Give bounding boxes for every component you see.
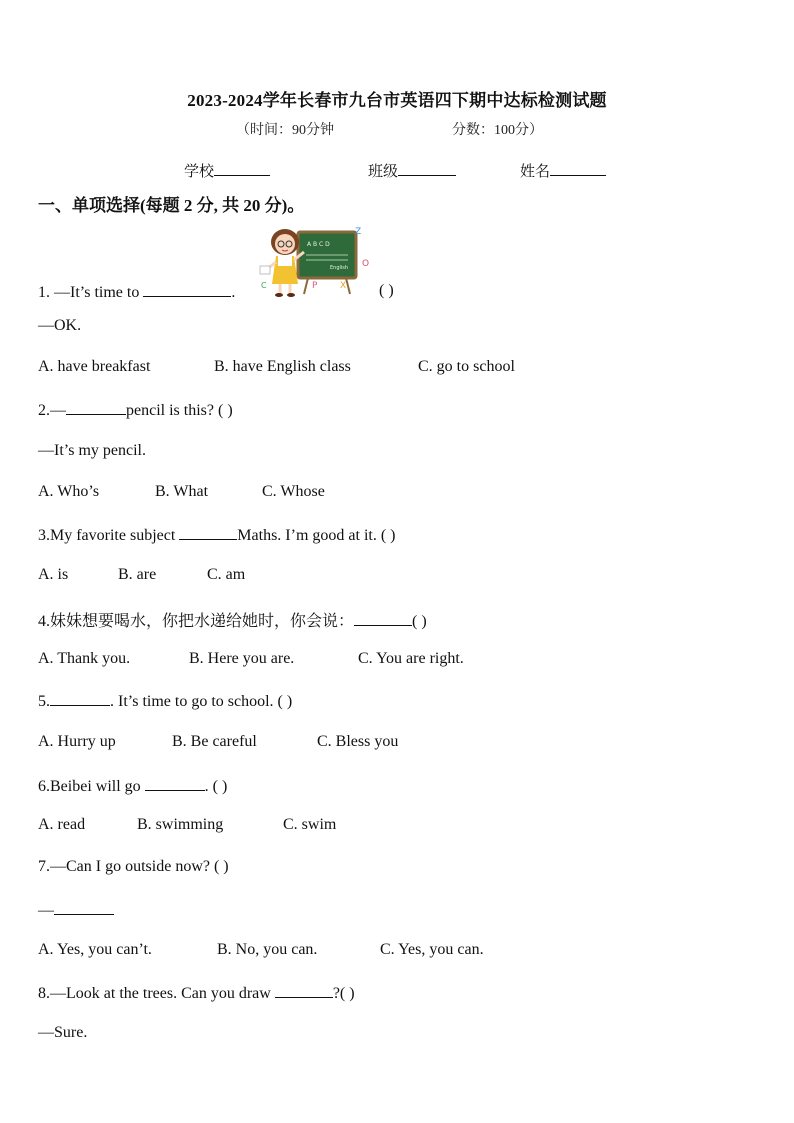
q8-response: —Sure.	[38, 1024, 88, 1041]
exam-time: （时间：90分钟	[236, 123, 334, 138]
question-7: 7.—Can I go outside now? ( )	[38, 858, 229, 875]
letter-o: O	[362, 259, 370, 269]
question-4	[38, 608, 427, 631]
q3-tail: Maths. I’m good at it. ( )	[237, 527, 396, 544]
name-field	[520, 160, 606, 181]
q4-option-b[interactable]: B. Here you are.	[189, 650, 295, 667]
q1-option-b[interactable]: B. have English class	[214, 358, 351, 375]
q2-response: —It’s my pencil.	[38, 442, 146, 459]
q6-option-a[interactable]: A. read	[38, 816, 86, 833]
q3-prompt: 3.My favorite subject	[38, 527, 180, 544]
q2-option-b[interactable]: B. What	[155, 483, 209, 500]
q7-blank[interactable]	[54, 900, 114, 915]
q7-option-c[interactable]: C. Yes, you can.	[380, 941, 484, 958]
q1-response: —OK.	[38, 317, 82, 334]
q3-option-b[interactable]: B. are	[118, 566, 157, 583]
q5-tail: . It’s time to go to school. ( )	[110, 693, 293, 710]
q6-prompt: 6.Beibei will go	[38, 778, 145, 795]
q1-option-c[interactable]: C. go to school	[418, 358, 515, 375]
board-letters: A B C D	[307, 241, 330, 248]
school-blank[interactable]	[214, 161, 270, 176]
q8-tail: ?( )	[332, 985, 355, 1002]
class-label: 班级	[368, 164, 399, 180]
q4-blank[interactable]	[354, 611, 412, 626]
q6-option-c[interactable]: C. swim	[283, 816, 337, 833]
q8-prompt: 8.—Look at the trees. Can you draw	[38, 985, 275, 1002]
section-heading: 一、单项选择(每题 2 分, 共 20 分)。	[38, 196, 305, 215]
q1-answer-paren[interactable]: ( )	[379, 282, 394, 299]
letter-x: X	[340, 281, 347, 291]
letter-p: P	[312, 281, 318, 291]
q1-blank[interactable]	[143, 282, 231, 297]
q5-blank[interactable]	[50, 691, 110, 706]
school-label: 学校	[184, 164, 215, 180]
question-1	[38, 282, 235, 302]
class-blank[interactable]	[398, 161, 456, 176]
question-8	[38, 983, 355, 1003]
q4-prompt: 4.妹妹想要喝水，你把水递给她时，你会说：	[38, 613, 355, 630]
q4-option-c[interactable]: C. You are right.	[358, 650, 464, 667]
q4-option-a[interactable]: A. Thank you.	[38, 650, 131, 667]
letter-c: C	[261, 281, 267, 290]
q6-tail: . ( )	[204, 778, 228, 795]
q2-blank[interactable]	[66, 400, 126, 415]
question-6	[38, 776, 227, 796]
question-5	[38, 691, 292, 711]
school-field	[184, 160, 270, 181]
q4-tail: ( )	[412, 613, 427, 630]
q2-tail: pencil is this? ( )	[126, 402, 233, 419]
name-blank[interactable]	[550, 161, 606, 176]
q1-prompt: 1. —It’s time to	[38, 284, 144, 301]
q1-tail: .	[231, 284, 236, 301]
board-word: English	[330, 265, 349, 271]
q7-option-a[interactable]: A. Yes, you can’t.	[38, 941, 152, 958]
q6-option-b[interactable]: B. swimming	[137, 816, 224, 833]
teacher-illustration	[258, 222, 374, 300]
exam-score: 分数：100分）	[452, 123, 543, 138]
q2-option-a[interactable]: A. Who’s	[38, 483, 100, 500]
q3-option-c[interactable]: C. am	[207, 566, 246, 583]
question-3	[38, 525, 396, 545]
q7-response	[38, 900, 114, 920]
q1-option-a[interactable]: A. have breakfast	[38, 358, 151, 375]
q5-option-c[interactable]: C. Bless you	[317, 733, 399, 750]
name-label: 姓名	[520, 164, 551, 180]
q2-option-c[interactable]: C. Whose	[262, 483, 325, 500]
class-field	[368, 160, 456, 181]
page-title: 2023-2024学年长春市九台市英语四下期中达标检测试题	[187, 91, 607, 110]
q8-blank[interactable]	[275, 983, 333, 998]
q5-option-a[interactable]: A. Hurry up	[38, 733, 116, 750]
q5-option-b[interactable]: B. Be careful	[172, 733, 257, 750]
question-2	[38, 400, 233, 420]
q7-option-b[interactable]: B. No, you can.	[217, 941, 318, 958]
q5-prompt: 5.	[38, 693, 50, 710]
q7-dash: —	[38, 902, 54, 919]
q3-blank[interactable]	[179, 525, 237, 540]
q3-option-a[interactable]: A. is	[38, 566, 69, 583]
q6-blank[interactable]	[145, 776, 205, 791]
q2-prompt: 2.—	[38, 402, 66, 419]
letter-z: Z	[355, 227, 362, 237]
